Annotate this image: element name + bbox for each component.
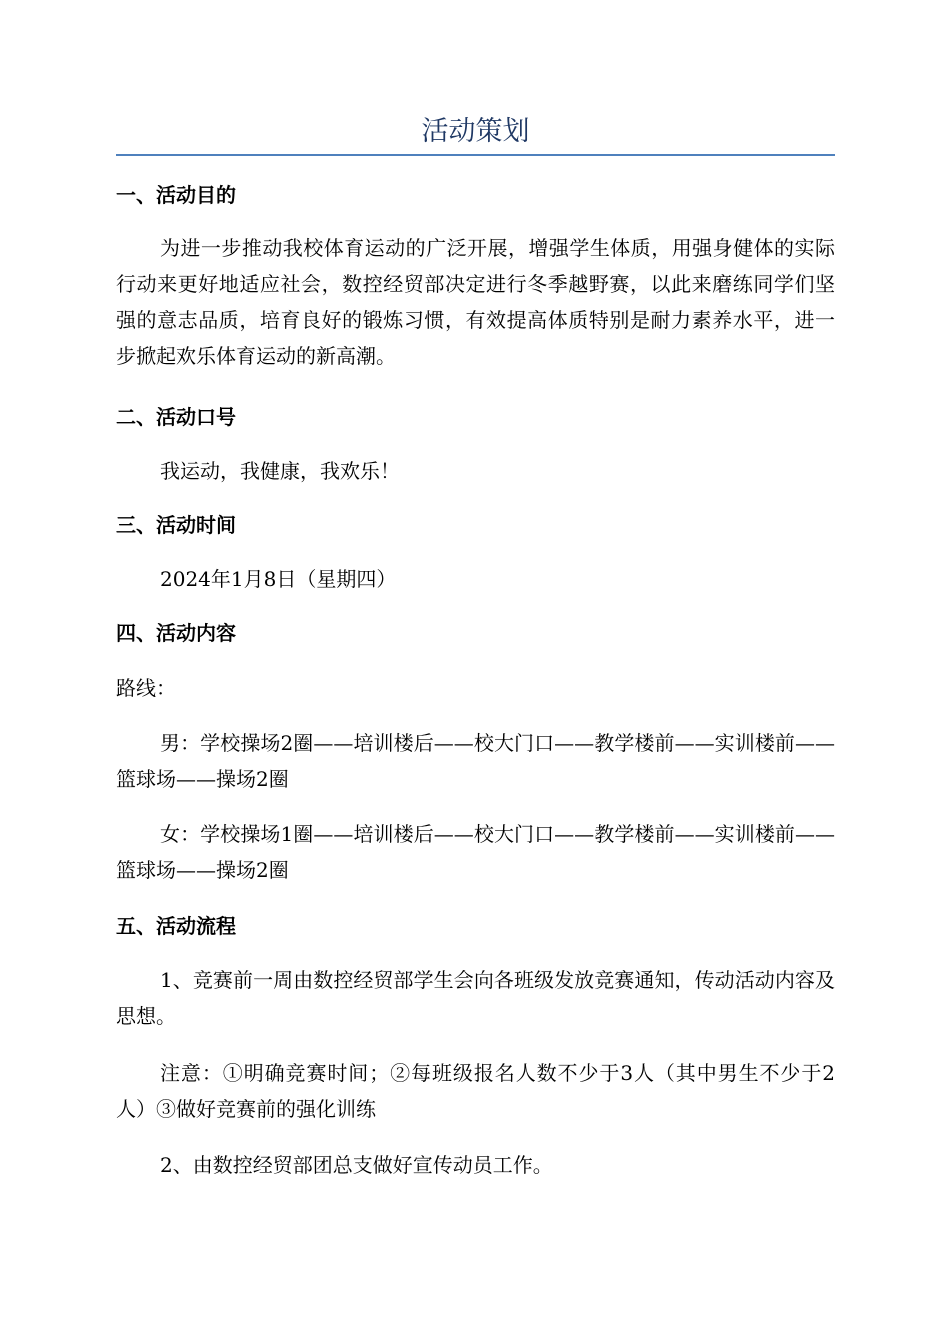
paragraph-slogan: 我运动，我健康，我欢乐！	[160, 459, 400, 483]
section-heading-slogan: 二、活动口号	[116, 405, 236, 429]
section-heading-purpose: 一、活动目的	[116, 183, 236, 207]
paragraph-process-step2: 2、由数控经贸部团总支做好宣传动员工作。	[160, 1153, 553, 1177]
paragraph-route-male: 男：学校操场2圈——培训楼后——校大门口——教学楼前——实训楼前——篮球场——操场2圈	[116, 731, 835, 791]
section-heading-time: 三、活动时间	[116, 513, 236, 537]
section-heading-process: 五、活动流程	[116, 914, 236, 938]
paragraph-route-female: 女：学校操场1圈——培训楼后——校大门口——教学楼前——实训楼前——篮球场——操场2圈	[116, 822, 835, 882]
paragraph-process-note: 注意：①明确竞赛时间；②每班级报名人数不少于3人（其中男生不少于2人）③做好竞赛前的强化训练	[116, 1061, 835, 1121]
title-underline	[116, 154, 835, 156]
document-title: 活动策划	[421, 116, 530, 147]
paragraph-route-label: 路线：	[116, 676, 176, 700]
section-heading-content: 四、活动内容	[116, 621, 236, 645]
paragraph-purpose: 为进一步推动我校体育运动的广泛开展，增强学生体质，用强身健体的实际行动来更好地适应社会，数控经贸部决定进行冬季越野赛，以此来磨练同学们坚强的意志品质，培育良好的锻炼习惯，有效提高体质特别是耐力素养水平，进一步掀起欢乐体育运动的新高潮。	[116, 236, 835, 368]
paragraph-time: 2024年1月8日（星期四）	[160, 567, 397, 591]
paragraph-process-step1: 1、竞赛前一周由数控经贸部学生会向各班级发放竞赛通知，传动活动内容及思想。	[116, 968, 835, 1028]
